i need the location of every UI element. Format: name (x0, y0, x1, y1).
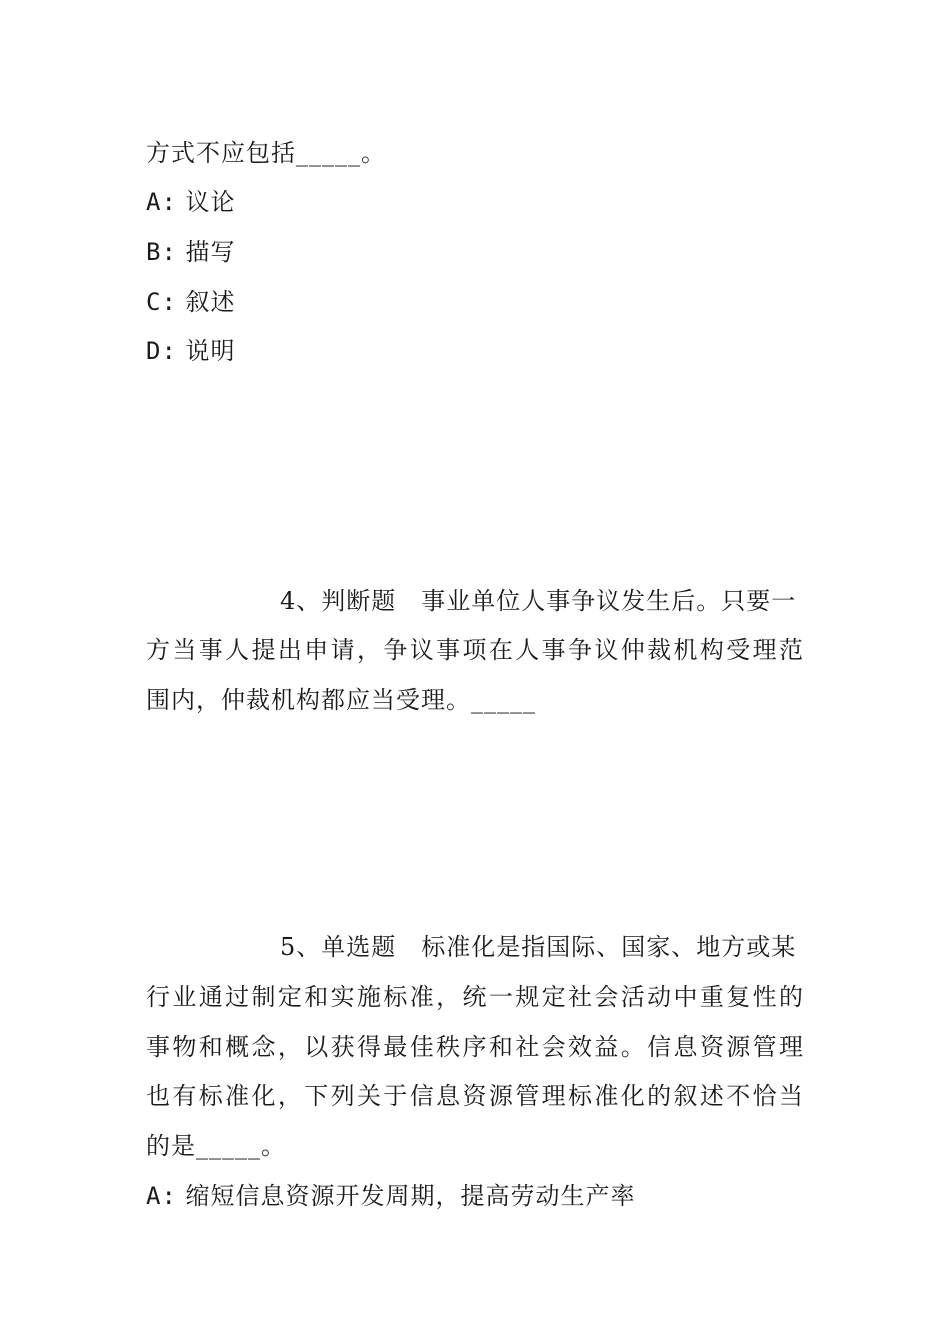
q3-option-a (146, 187, 236, 217)
q3-option-b (146, 237, 236, 267)
q3-option-d (146, 336, 236, 366)
q4-line-1: 4、判断题 事业单位人事争议发生后。只要一 (280, 587, 797, 615)
option-letter: B: (146, 238, 177, 266)
q3-stem-tail: 方式不应包括_____。 (146, 139, 386, 167)
option-text: 议论 (185, 188, 236, 216)
q5-line-1: 5、单选题 标准化是指国际、国家、地方或某 (280, 933, 797, 961)
q5-line-4: 也有标准化，下列关于信息资源管理标准化的叙述不恰当 (146, 1082, 804, 1110)
q3-option-c (146, 287, 236, 317)
option-letter: D: (146, 337, 177, 365)
option-text: 缩短信息资源开发周期，提高劳动生产率 (185, 1182, 636, 1210)
q5-line-2: 行业通过制定和实施标准，统一规定社会活动中重复性的 (146, 983, 804, 1011)
option-letter: A: (146, 1182, 177, 1210)
q5-line-3: 事物和概念，以获得最佳秩序和社会效益。信息资源管理 (146, 1033, 804, 1061)
option-text: 叙述 (185, 288, 236, 316)
option-letter: C: (146, 288, 177, 316)
q4-line-2: 方当事人提出申请，争议事项在人事争议仲裁机构受理范 (146, 636, 804, 664)
option-text: 说明 (185, 337, 236, 365)
option-letter: A: (146, 188, 177, 216)
option-text: 描写 (185, 238, 236, 266)
q4-line-3: 围内，仲裁机构都应当受理。_____ (146, 686, 536, 714)
q5-line-5: 的是_____。 (146, 1132, 286, 1160)
q5-option-a (146, 1181, 636, 1211)
